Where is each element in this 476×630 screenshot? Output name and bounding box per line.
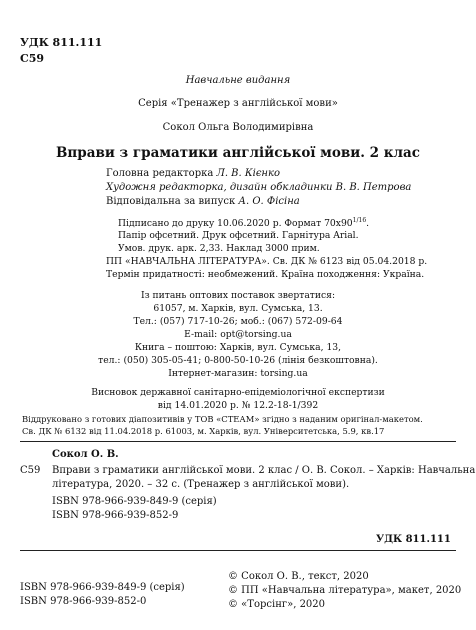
printing-line-1: Віддруковано з готових діапозитивів у ТОВ «СТЕАМ» згідно з наданим оригінал-макетом.	[22, 414, 423, 424]
imprint-line-2: Папір офсетний. Друк офсетний. Гарнітура Arial.	[118, 230, 359, 241]
copyright-text: © Сокол О. В., текст, 2020	[228, 571, 369, 582]
responsible-name: А. О. Фісіна	[238, 196, 300, 207]
responsible-label: Відповідальна за випуск	[106, 196, 239, 207]
art-editor-name: В. В. Петрова	[335, 182, 412, 193]
edition-type: Навчальне видання	[185, 75, 291, 86]
imprint-line-5: Термін придатності: необмежений. Країна походження: Україна.	[106, 269, 425, 280]
responsible-person	[106, 196, 300, 207]
copyright-torsing: © «Торсінг», 2020	[228, 599, 326, 610]
imprint-line-1	[118, 217, 369, 229]
bbk-code: С59	[20, 52, 45, 65]
contacts-line-1: Із питань оптових поставок звертатися:	[140, 290, 336, 301]
catalog-author-heading: Сокол О. В.	[52, 449, 119, 460]
contacts-line-2: 61057, м. Харків, вул. Сумська, 13.	[153, 303, 323, 314]
expertise-line-2: від 14.01.2020 р. № 12.2-18-1/392	[157, 400, 319, 411]
footer-divider	[20, 550, 456, 551]
book-title: Вправи з граматики англійської мови. 2 клас	[55, 145, 421, 161]
contacts-line-5: Книга – поштою: Харків, вул. Сумська, 13,	[134, 342, 342, 353]
catalog-udk: УДК 811.111	[376, 534, 451, 545]
contacts-line-3: Тел.: (057) 717-10-26; моб.: (067) 572-09-64	[133, 316, 343, 327]
contacts-line-4: E-mail: opt@torsing.ua	[184, 329, 292, 340]
contacts-line-7: Інтернет-магазин: torsing.ua	[168, 368, 308, 379]
imprint-line-4: ПП «НАВЧАЛЬНА ЛІТЕРАТУРА». Св. ДК № 6123 від 05.04.2018 р.	[106, 256, 428, 267]
udk-code: УДК 811.111	[20, 36, 103, 49]
catalog-code: С59	[20, 465, 41, 476]
series-title: Серія «Тренажер з англійської мови»	[138, 98, 338, 109]
chief-editor-label: Головна редакторка	[106, 168, 217, 179]
chief-editor	[106, 168, 280, 179]
art-editor-label: Художня редакторка, дизайн обкладинки	[106, 182, 336, 193]
imprint-format-end: .	[366, 218, 370, 230]
chief-editor-name: Л. В. Кієнко	[216, 168, 281, 179]
footer-isbn-series: ISBN 978-966-939-849-9 (серія)	[20, 582, 185, 593]
catalog-description-1: Вправи з граматики англійської мови. 2 клас / О. В. Сокол. – Харків: Навчальна	[52, 465, 476, 476]
imprint-line-3: Умов. друк. арк. 2,33. Наклад 3000 прим.	[118, 243, 320, 254]
catalog-isbn-book: ISBN 978-966-939-852-9	[52, 510, 179, 521]
imprint-format-fraction: 1/16	[352, 217, 367, 224]
art-editor	[106, 182, 411, 193]
footer-isbn-book: ISBN 978-966-939-852-0	[20, 596, 147, 607]
imprint-format: Підписано до друку 10.06.2020 р. Формат 70x90	[118, 218, 353, 230]
contacts-line-6: тел.: (050) 305-05-41; 0-800-50-10-26 (лінія безкоштовна).	[98, 355, 378, 366]
catalog-divider	[20, 441, 456, 442]
catalog-description-2: література, 2020. – 32 с. (Тренажер з англійської мови).	[52, 479, 350, 490]
catalog-isbn-series: ISBN 978-966-939-849-9 (серія)	[52, 496, 217, 507]
expertise-line-1: Висновок державної санітарно-епідеміологічної експертизи	[91, 387, 385, 398]
author-name: Сокол Ольга Володимирівна	[162, 122, 314, 133]
copyright-layout: © ПП «Навчальна література», макет, 2020	[228, 585, 462, 596]
printing-line-2: Св. ДК № 6132 від 11.04.2018 р. 61003, м. Харків, вул. Університетська, 5.9, кв.17	[22, 426, 385, 436]
